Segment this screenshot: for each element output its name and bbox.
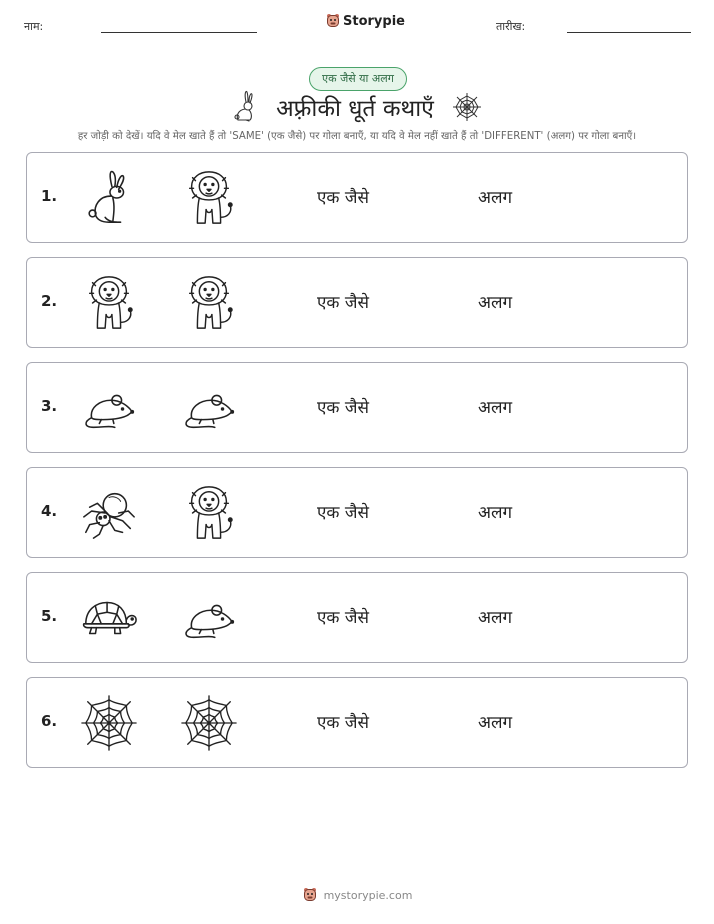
different-option[interactable]: अलग [478, 608, 513, 628]
question-card [26, 362, 688, 453]
question-card [26, 677, 688, 768]
storypie-mascot-icon [302, 887, 318, 903]
question-card [26, 467, 688, 558]
instructions: हर जोड़ी को देखें। यदि वे मेल खाते हैं तो 'SAME' (एक जैसे) पर गोला बनाएँ, या यदि वे मेल नहीं खाते हैं तो 'DIFFERENT' (अलग) पर गोला बनाएँ। [77, 131, 637, 142]
same-option[interactable]: एक जैसे [317, 608, 369, 628]
worksheet-type-badge: एक जैसे या अलग [309, 67, 407, 91]
spider-web-icon [180, 694, 238, 752]
question-card [26, 572, 688, 663]
date-field[interactable] [567, 32, 691, 33]
name-label: नाम: [24, 20, 44, 33]
rabbit-icon [232, 90, 258, 124]
title-row [0, 88, 714, 126]
lion-icon [80, 274, 138, 332]
footer-url[interactable]: mystorypie.com [323, 888, 413, 902]
question-number: 6. [41, 712, 58, 730]
tortoise-icon [80, 589, 138, 647]
same-option[interactable]: एक जैसे [317, 398, 369, 418]
lion-icon [180, 169, 238, 227]
mouse-icon [180, 379, 238, 437]
storypie-mascot-icon [326, 13, 340, 29]
page-title: अफ़्रीकी धूर्त कथाएँ [276, 96, 434, 122]
question-number: 5. [41, 607, 58, 625]
footer [0, 887, 714, 903]
rabbit-icon [80, 169, 138, 227]
lion-icon [180, 274, 238, 332]
question-number: 4. [41, 502, 58, 520]
date-label: तारीख: [496, 20, 526, 33]
different-option[interactable]: अलग [478, 293, 513, 313]
question-number: 1. [41, 187, 58, 205]
lion-icon [180, 484, 238, 542]
different-option[interactable]: अलग [478, 713, 513, 733]
question-number: 2. [41, 292, 58, 310]
spider-icon [80, 484, 138, 542]
question-card [26, 152, 688, 243]
question-card [26, 257, 688, 348]
question-number: 3. [41, 397, 58, 415]
different-option[interactable]: अलग [478, 503, 513, 523]
different-option[interactable]: अलग [478, 398, 513, 418]
same-option[interactable]: एक जैसे [317, 293, 369, 313]
spider-web-icon [452, 92, 482, 122]
different-option[interactable]: अलग [478, 188, 513, 208]
mouse-icon [180, 589, 238, 647]
same-option[interactable]: एक जैसे [317, 503, 369, 523]
mouse-icon [80, 379, 138, 437]
name-field[interactable] [101, 32, 257, 33]
spider-web-icon [80, 694, 138, 752]
same-option[interactable]: एक जैसे [317, 713, 369, 733]
brand-name: Storypie [343, 13, 405, 29]
same-option[interactable]: एक जैसे [317, 188, 369, 208]
brand-logo [326, 13, 405, 29]
